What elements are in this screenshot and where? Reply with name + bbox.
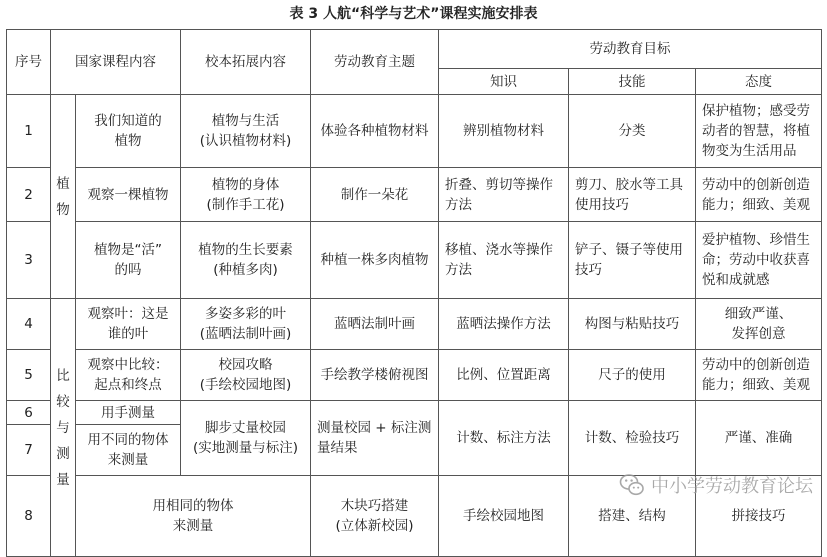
knowledge-cell: 移植、浇水等操作 方法 (439, 222, 569, 299)
theme-cell: 手绘教学楼俯视图 (311, 350, 439, 401)
theme-cell: 体验各种植物材料 (311, 95, 439, 168)
seq-cell: 2 (7, 168, 51, 222)
table-row (7, 222, 822, 299)
skill-cell: 尺子的使用 (569, 350, 696, 401)
table-row (7, 401, 822, 425)
skill-cell: 构图与粘贴技巧 (569, 299, 696, 350)
seq-cell: 8 (7, 476, 51, 557)
national-cell: 用不同的物体 来测量 (76, 425, 181, 476)
schedule-table (6, 29, 822, 557)
skill-cell: 铲子、镊子等使用 技巧 (569, 222, 696, 299)
theme-cell: 测量校园 + 标注测 量结果 (311, 401, 439, 476)
header-national: 国家课程内容 (51, 30, 181, 95)
school-cell: 木块巧搭建 (立体新校园) (311, 476, 439, 557)
header-attitude: 态度 (696, 69, 822, 95)
national-cell: 观察中比较： 起点和终点 (76, 350, 181, 401)
watermark-text: 中小学劳动教育论坛 (651, 476, 813, 497)
attitude-cell: 爱护植物、珍惜生 命；劳动中收获喜 悦和成就感 (696, 222, 822, 299)
header-theme: 劳动教育主题 (311, 30, 439, 95)
group-plants (51, 95, 76, 299)
table-row (7, 350, 822, 401)
group-compare (51, 299, 76, 557)
school-cell: 植物与生活 (认识植物材料) (181, 95, 311, 168)
table-title: 表 3 人航“科学与艺术”课程实施安排表 (289, 6, 538, 22)
attitude-cell: 劳动中的创新创造 能力；细致、美观 (696, 168, 822, 222)
header-knowledge: 知识 (439, 69, 569, 95)
skill-cell: 剪刀、胶水等工具 使用技巧 (569, 168, 696, 222)
knowledge-cell: 比例、位置距离 (439, 350, 569, 401)
national-cell: 观察一棵植物 (76, 168, 181, 222)
school-cell: 植物的身体 (制作手工花) (181, 168, 311, 222)
seq-cell: 3 (7, 222, 51, 299)
theme-cell: 种植一株多肉植物 (311, 222, 439, 299)
header-skill: 技能 (569, 69, 696, 95)
table-row (7, 95, 822, 168)
school-cell: 脚步丈量校园 (实地测量与标注) (181, 401, 311, 476)
header-goals: 劳动教育目标 (439, 30, 822, 69)
knowledge-cell: 搭建、结构 (569, 476, 696, 557)
knowledge-cell: 蓝晒法操作方法 (439, 299, 569, 350)
table-row (7, 476, 822, 557)
school-cell: 校园攻略 (手绘校园地图) (181, 350, 311, 401)
attitude-cell: 保护植物；感受劳 动者的智慧，将植 物变为生活用品 (696, 95, 822, 168)
seq-cell: 4 (7, 299, 51, 350)
knowledge-cell: 折叠、剪切等操作 方法 (439, 168, 569, 222)
attitude-cell: 劳动中的创新创造 能力；细致、美观 (696, 350, 822, 401)
header-seq: 序号 (7, 30, 51, 95)
national-cell: 用相同的物体 来测量 (76, 476, 311, 557)
knowledge-cell: 计数、标注方法 (439, 401, 569, 476)
skill-cell: 分类 (569, 95, 696, 168)
group-label: 植 物 (56, 175, 70, 218)
national-cell: 我们知道的 植物 (76, 95, 181, 168)
skill-cell: 计数、检验技巧 (569, 401, 696, 476)
header-school: 校本拓展内容 (181, 30, 311, 95)
attitude-cell: 细致严谨、 发挥创意 (696, 299, 822, 350)
table-row (7, 299, 822, 350)
knowledge-cell: 辨别植物材料 (439, 95, 569, 168)
school-cell: 植物的生长要素 (种植多肉) (181, 222, 311, 299)
group-label: 比 较 与 测 量 (56, 367, 70, 488)
skill-cell: 拼接技巧 (696, 476, 822, 557)
seq-cell: 6 (7, 401, 51, 425)
theme-cell: 制作一朵花 (311, 168, 439, 222)
national-cell: 用手测量 (76, 401, 181, 425)
theme-cell: 手绘校园地图 (439, 476, 569, 557)
theme-cell: 蓝晒法制叶画 (311, 299, 439, 350)
seq-cell: 5 (7, 350, 51, 401)
national-cell: 观察叶：这是 谁的叶 (76, 299, 181, 350)
table-row (7, 168, 822, 222)
school-cell: 多姿多彩的叶 (蓝晒法制叶画) (181, 299, 311, 350)
attitude-cell: 严谨、准确 (696, 401, 822, 476)
national-cell: 植物是“活” 的吗 (76, 222, 181, 299)
seq-cell: 7 (7, 425, 51, 476)
seq-cell: 1 (7, 95, 51, 168)
